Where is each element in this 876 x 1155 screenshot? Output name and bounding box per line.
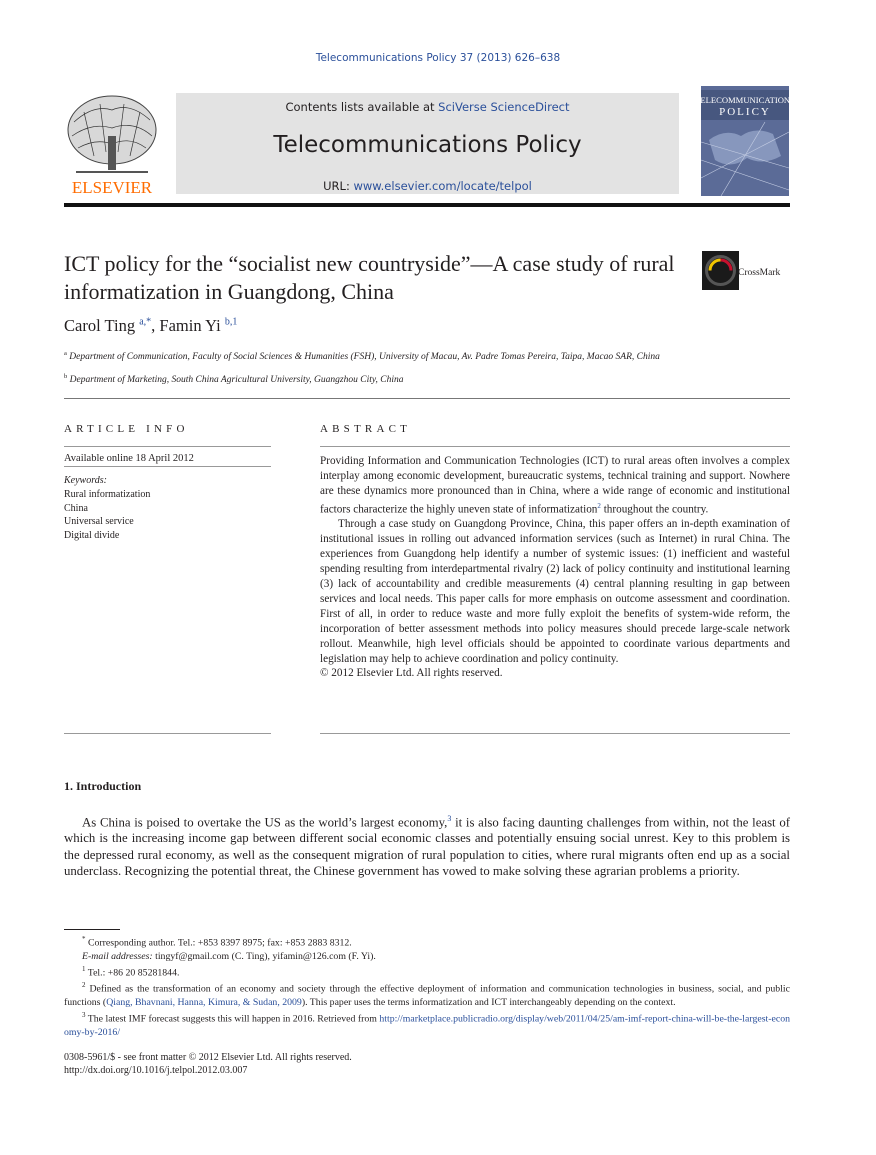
article-title: ICT policy for the “socialist new countryside”—A case study of rural informatization in Guangdong, China (64, 251, 675, 304)
citation-link[interactable]: Qiang, Bhavnani, Hanna, Kimura, & Sudan, 2009 (106, 996, 302, 1008)
author-marks[interactable]: a,* (139, 316, 152, 328)
abstract-paragraph: Through a case study on Guangdong Province, China, this paper offers an in-depth examination of institutional issues in rolling out advanced information services (such as Internet) in rural China. The experiences from Guangdong help identify a number of systemic issues: (1) inefficient and wasteful spending resulting from interdepartmental rivalry (2) lack of policy continuity and institutional learning (3) lack of accountability and credible measurements (4) central planning resulting in gap between services and local needs. This paper calls for more emphasis on outcome assessment and coordination. First of all, in order to reduce waste and more fully exploit the benefits of system-wide reform, the incorporation of better assessment methods into policy measures should precede large-scale network rollout. Meanwhile, high level officials should be appointed to coordinate various departments and legislation may help to achieve coordination and policy continuity. (320, 518, 790, 665)
keywords-label: Keywords: (64, 475, 107, 486)
body-paragraph: As China is poised to overtake the US as the world’s largest economy,$^3$ it is also facing daunting challenges from within, not the least of which is the increasing income gap between different social economic classes and potentially ensuing social unrest. Key to this problem is the depressed rural economy, as well as the consequent migration of rural population to cities, where rural migrants often end up as a social underclass. Recognizing the potential threat, the Chinese government has vowed to make solving these agrarian problems a priority. (64, 814, 790, 878)
svg-text:TELECOMMUNICATIONS: TELECOMMUNICATIONS (695, 95, 795, 105)
abstract-body (320, 454, 790, 681)
masthead-rule (64, 203, 790, 207)
elsevier-tree-logo[interactable] (64, 92, 160, 196)
abstract-heading: ABSTRACT (320, 423, 412, 435)
author-marks[interactable]: b,1 (224, 316, 238, 328)
footnote-corresponding: * Corresponding author. Tel.: +853 8397 8975; fax: +853 2883 8312. (82, 935, 352, 949)
journal-citation[interactable]: Telecommunications Policy 37 (2013) 626–638 (315, 52, 561, 64)
author-list: Carol Ting $^{a,*}$, Famin Yi $^{b,1}$ (64, 316, 238, 335)
contents-line: Contents lists available at SciVerse ScienceDirect (285, 100, 570, 114)
footnote-rule (64, 929, 120, 930)
journal-name: Telecommunications Policy (273, 132, 582, 158)
journal-url-line: URL: www.elsevier.com/locate/telpol (323, 179, 532, 193)
crossmark-icon (702, 251, 740, 291)
keyword: Universal service (64, 516, 134, 527)
issn-line: 0308-5961/$ - see front matter © 2012 Elsevier Ltd. All rights reserved. (64, 1052, 352, 1063)
journal-banner (176, 93, 679, 194)
masthead (64, 86, 795, 198)
imf-forecast-link[interactable]: http://marketplace.publicradio.org/display/web/2011/04/25/am-imf-report-china-will-be-the-largest-economy-by-2016/ (64, 1013, 790, 1038)
svg-text:ELSEVIER: ELSEVIER (71, 178, 153, 197)
svg-text:POLICY: POLICY (719, 106, 771, 118)
available-online: Available online 18 April 2012 (64, 453, 194, 464)
author-name: Famin Yi (159, 316, 221, 335)
footnote-2: $^2$ Defined as the transformation of an economy and society through the effective deployment of information and communication technologies in business, social, and public functions (Qiang, Bhavnani, Hanna, Kimura, & Sudan, 2009). This paper uses the terms informatization and ICT interchangeably depending on the context. (64, 981, 790, 1008)
abstract-divider (320, 446, 790, 447)
footnote-emails: E-mail addresses: tingyf@gmail.com (C. Ting), yifamin@126.com (F. Yi). (82, 950, 376, 962)
affiliation-b: $^b$ Department of Marketing, South China Agricultural University, Guangzhou City, China (64, 373, 404, 386)
sciencedirect-link[interactable]: SciVerse ScienceDirect (438, 100, 570, 114)
keyword: China (64, 502, 88, 514)
affiliation-a: $^a$ Department of Communication, Faculty of Social Sciences & Humanities (FSH), University of Macau, Av. Padre Tomas Pereira, Taipa, Macao SAR, China (64, 350, 660, 363)
introduction-body (64, 811, 790, 879)
journal-cover-image[interactable] (695, 86, 795, 196)
abstract-paragraph: Providing Information and Communication Technologies (ICT) to rural areas often involves a complex interplay among economic development, bureaucratic systems, technical training and support. Nowhere are these dynamics more pronounced than in China, where a wide range of economic and institutional factors characterize the highly uneven state of informatization$^2$ throughout the country. (320, 455, 790, 516)
keyword: Digital divide (64, 529, 120, 541)
author-name: Carol Ting (64, 316, 136, 335)
article-info-heading: ARTICLE INFO (64, 423, 189, 435)
footnotes (64, 933, 790, 1039)
info-divider (64, 733, 271, 734)
abstract-divider (320, 733, 790, 734)
abstract-copyright: © 2012 Elsevier Ltd. All rights reserved. (320, 667, 503, 680)
journal-url-link[interactable]: www.elsevier.com/locate/telpol (353, 179, 532, 193)
info-divider (64, 446, 271, 447)
keyword: Rural informatization (64, 489, 151, 500)
footnote-3: $^3$ The latest IMF forecast suggests this will happen in 2016. Retrieved from http://marketplace.publicradio.org/display/web/2011/04/25/am-imf-report-china-will-be-the-largest-economy-by-2016/ (64, 1011, 790, 1038)
info-divider (64, 466, 271, 467)
footnote-1: $^1$ Tel.: +86 20 85281844. (82, 964, 180, 979)
footnote-ref[interactable]: 2 (597, 501, 601, 510)
section-divider (64, 398, 790, 399)
crossmark-label: CrossMark (738, 268, 781, 278)
footnote-ref[interactable]: 3 (447, 814, 452, 823)
section-heading: 1. Introduction (64, 779, 142, 793)
doi-link[interactable]: http://dx.doi.org/10.1016/j.telpol.2012.03.007 (64, 1065, 248, 1077)
front-matter (64, 1051, 352, 1078)
keywords-list (64, 488, 150, 542)
